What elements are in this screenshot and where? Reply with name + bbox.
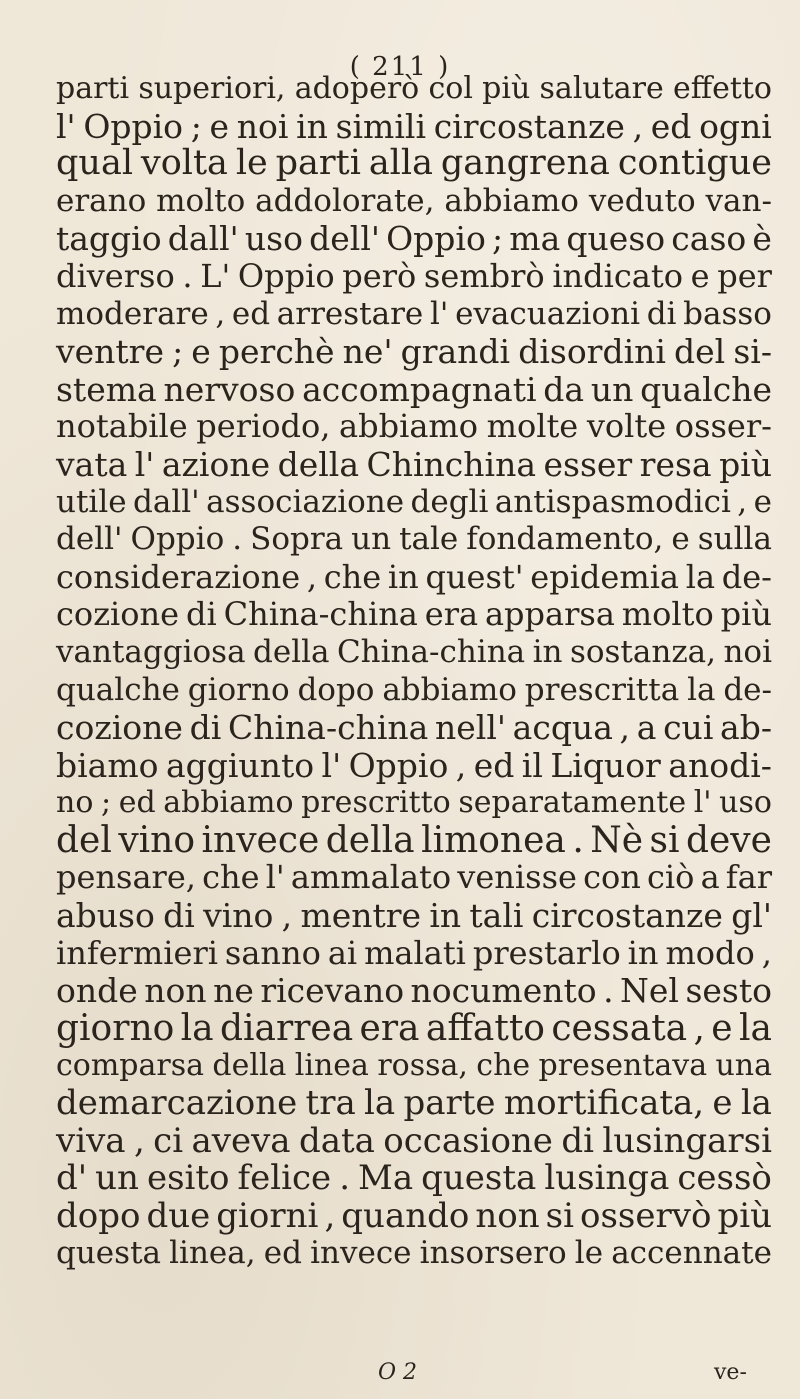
text-line: dell' Oppio . Sopra un tale fondamento, e sulla — [56, 521, 772, 558]
text-line: comparsa della linea rossa, che presentava una — [56, 1048, 772, 1084]
text-line: utile dall' associazione degli antispasmodici , e — [56, 483, 772, 520]
text-line: d' un esito felice . Ma questa lusinga cessò — [56, 1158, 772, 1199]
text-line: vata l' azione della Chinchina esser resa più — [56, 444, 772, 484]
text-line: abuso di vino , mentre in tali circostanze gl' — [56, 896, 772, 936]
text-line: considerazione , che in quest' epidemia la de- — [56, 557, 772, 596]
text-line: erano molto addolorate, abbiamo veduto van- — [56, 182, 772, 219]
text-line: biamo aggiunto l' Oppio , ed il Liquor anodi- — [56, 745, 772, 785]
text-line: moderare , ed arrestare l' evacuazioni di basso — [56, 295, 772, 332]
text-line: ventre ; e perchè ne' grandi disordini del si- — [56, 332, 772, 372]
text-line: qual volta le parti alla gangrena contigue — [56, 143, 772, 184]
text-line: demarcazione tra la parte mortificata, e la — [56, 1083, 772, 1124]
text-line: parti superiori, adoperò col più salutare effetto — [56, 71, 772, 106]
text-line: infermieri sanno ai malati prestarlo in modo , — [56, 933, 772, 972]
text-line: del vino invece della limonea . Nè si deve — [56, 819, 772, 861]
text-line: viva , ci aveva data occasione di lusingarsi — [56, 1120, 772, 1161]
catchword-row — [0, 1360, 800, 1390]
page-number: ( 211 ) — [349, 52, 451, 82]
text-line: vantaggiosa della China-china in sostanza, noi — [56, 633, 772, 670]
text-line: notabile periodo, abbiamo molte volte osser- — [56, 407, 772, 446]
signature-mark: O 2 — [378, 1360, 418, 1385]
text-line: questa linea, ed invece insorsero le accennate — [56, 1235, 772, 1272]
catchword: ve- — [714, 1360, 747, 1385]
text-line: taggio dall' uso dell' Oppio ; ma queso caso è — [56, 219, 772, 259]
text-line: l' Oppio ; e noi in simili circostanze , ed ogni — [56, 106, 772, 146]
text-line: pensare, che l' ammalato venisse con ciò a far — [56, 858, 772, 897]
text-line: cozione di China-china era apparsa molto più — [56, 595, 772, 634]
text-line: diverso . L' Oppio però sembrò indicato e per — [56, 256, 772, 295]
text-line: qualche giorno dopo abbiamo prescritta la de- — [56, 671, 772, 708]
text-line: onde non ne ricevano nocumento . Nel sesto — [56, 971, 772, 1011]
text-line: stema nervoso accompagnati da un qualche — [56, 369, 772, 409]
text-line: no ; ed abbiamo prescritto separatamente l' uso — [56, 785, 772, 821]
text-line: giorno la diarrea era affatto cessata , e la — [56, 1007, 772, 1049]
text-line: dopo due giorni , quando non si osservò più — [56, 1195, 772, 1236]
text-line: cozione di China-china nell' acqua , a cui ab- — [56, 708, 772, 748]
body-text — [56, 70, 772, 1273]
